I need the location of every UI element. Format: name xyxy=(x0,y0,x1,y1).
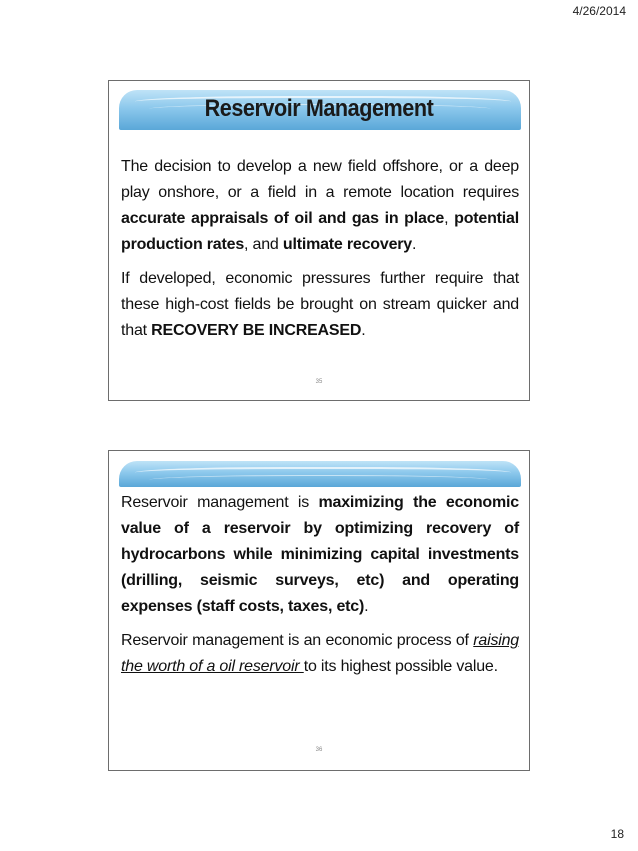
slide-number: 35 xyxy=(315,379,323,385)
bold-text: maximizing the economic value of a reservoir by optimizing recovery of hydrocarbons while minimizing capital investments (drilling, seismic surveys, etc) and operating expenses (staff costs, taxes, etc) xyxy=(121,494,519,615)
bold-text: RECOVERY BE INCREASED xyxy=(151,322,362,339)
slide-body xyxy=(121,490,519,688)
slide-35 xyxy=(108,80,530,401)
text-run: Reservoir management is xyxy=(121,494,319,511)
slide-body xyxy=(121,154,519,352)
slide-36 xyxy=(108,450,530,771)
text-run: , and xyxy=(244,236,283,253)
text-run: . xyxy=(364,598,369,615)
date-stamp: 4/26/2014 xyxy=(572,4,626,18)
slide-title: Reservoir Management xyxy=(204,95,434,122)
page-number: 18 xyxy=(610,827,624,841)
paragraph xyxy=(121,628,519,680)
text-run: to its highest possible value. xyxy=(303,658,498,675)
title-banner xyxy=(119,461,521,487)
text-run: . xyxy=(412,236,417,253)
paragraph xyxy=(121,154,519,258)
paragraph xyxy=(121,490,519,620)
bold-text: potential production rates xyxy=(121,210,519,253)
text-run: If developed, economic pressures further require that these high-cost fields be brought on stream quicker and that xyxy=(121,270,519,339)
text-run: The decision to develop a new field offshore, or a deep play onshore, or a field in a remote location requires xyxy=(121,158,519,201)
bold-text: accurate appraisals of oil and gas in place xyxy=(121,210,445,227)
text-run: . xyxy=(361,322,366,339)
underlined-text: raising the worth of a oil reservoir xyxy=(121,632,519,675)
text-run: Reservoir management is an economic process of xyxy=(121,632,474,649)
slide-number: 36 xyxy=(315,747,323,753)
bold-text: ultimate recovery xyxy=(282,236,412,253)
text-run: , xyxy=(444,210,455,227)
paragraph xyxy=(121,266,519,344)
